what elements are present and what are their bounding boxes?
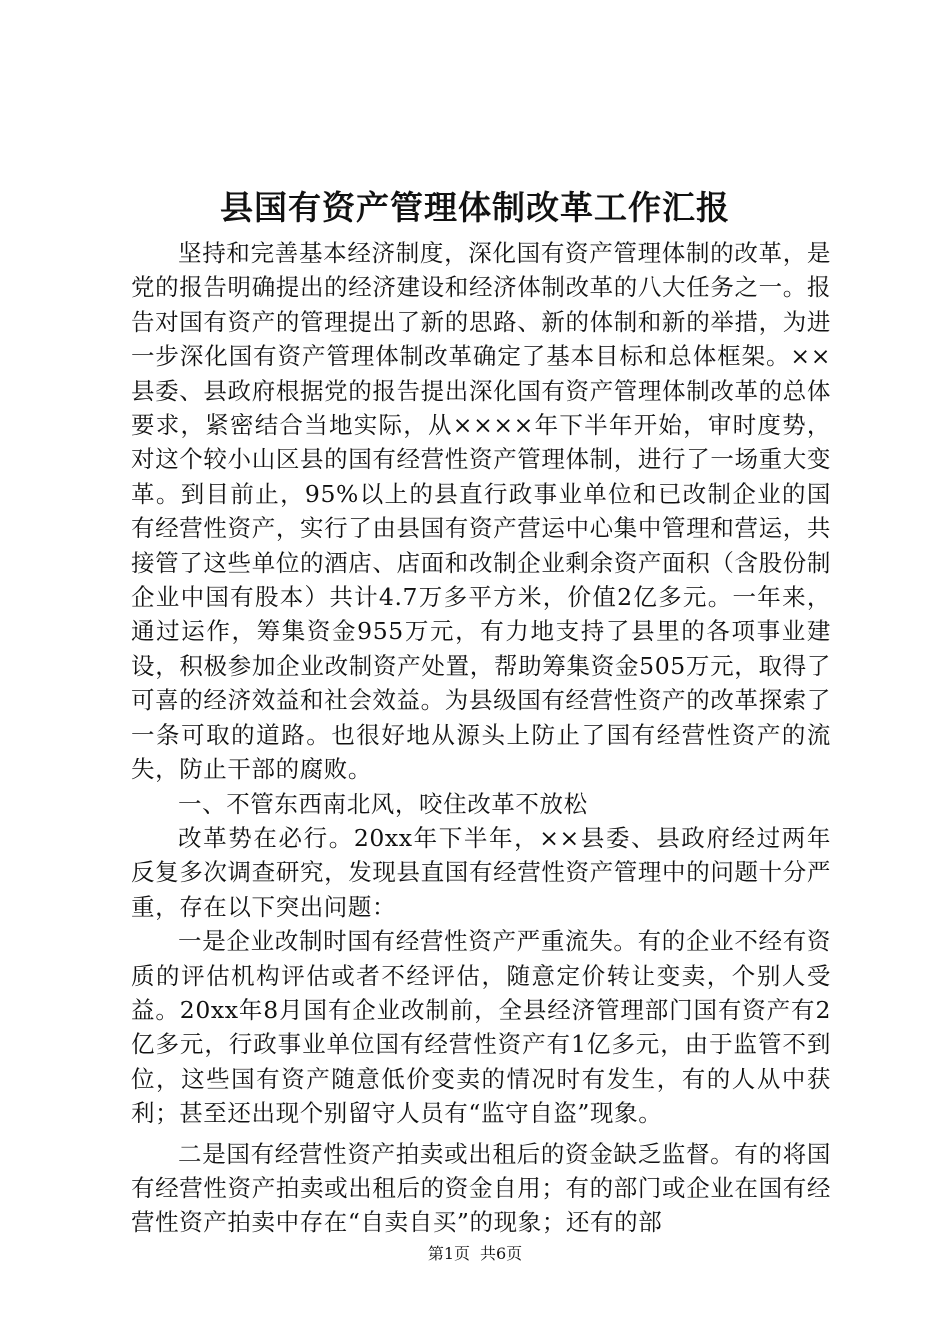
body-paragraph: 一是企业改制时国有经营性资产严重流失。有的企业不经有资质的评估机构评估或者不经评估，随意定价转让变卖，个别人受益。20xx年8月国有企业改制前，全县经济管理部门国有资产有2亿多元，行政事业单位国有经营性资产有1亿多元，由于监管不到位，这些国有资产随意低价变卖的情况时有发生，有的人从中获利；甚至还出现个别留守人员有“监守自盗”现象。 [131, 927, 831, 1128]
page-footer [0, 1242, 950, 1266]
body-paragraph: 二是国有经营性资产拍卖或出租后的资金缺乏监督。有的将国有经营性资产拍卖或出租后的资金自用；有的部门或企业在国有经营性资产拍卖中存在“自卖自买”的现象；还有的部 [131, 1139, 831, 1237]
body-paragraph: 改革势在必行。20xx年下半年，××县委、县政府经过两年反复多次调查研究，发现县直国有经营性资产管理中的问题十分严重，存在以下突出问题： [131, 823, 831, 921]
document-title: 县国有资产管理体制改革工作汇报 [220, 188, 730, 227]
section-heading: 一、不管东西南北风，咬住改革不放松 [178, 789, 588, 818]
page-total: 共6页 [480, 1244, 523, 1263]
document-body [131, 236, 831, 1240]
intro-paragraph: 坚持和完善基本经济制度，深化国有资产管理体制的改革，是党的报告明确提出的经济建设和经济体制改革的八大任务之一。报告对国有资产的管理提出了新的思路、新的体制和新的举措，为进一步深化国有资产管理体制改革确定了基本目标和总体框架。××县委、县政府根据党的报告提出深化国有资产管理体制改革的总体要求，紧密结合当地实际，从××××年下半年开始，审时度势，对这个较小山区县的国有经营性资产管理体制，进行了一场重大变革。到目前止，95%以上的县直行政事业单位和已改制企业的国有经营性资产，实行了由县国有资产营运中心集中管理和营运，共接管了这些单位的酒店、店面和改制企业剩余资产面积（含股份制企业中国有股本）共计4.7万多平方米，价值2亿多元。一年来，通过运作，筹集资金955万元，有力地支持了县里的各项事业建设，积极参加企业改制资产处置，帮助筹集资金505万元，取得了可喜的经济效益和社会效益。为县级国有经营性资产的改革探索了一条可取的道路。也很好地从源头上防止了国有经营性资产的流失，防止干部的腐败。 [131, 239, 831, 784]
page-number: 第1页 [427, 1244, 470, 1263]
